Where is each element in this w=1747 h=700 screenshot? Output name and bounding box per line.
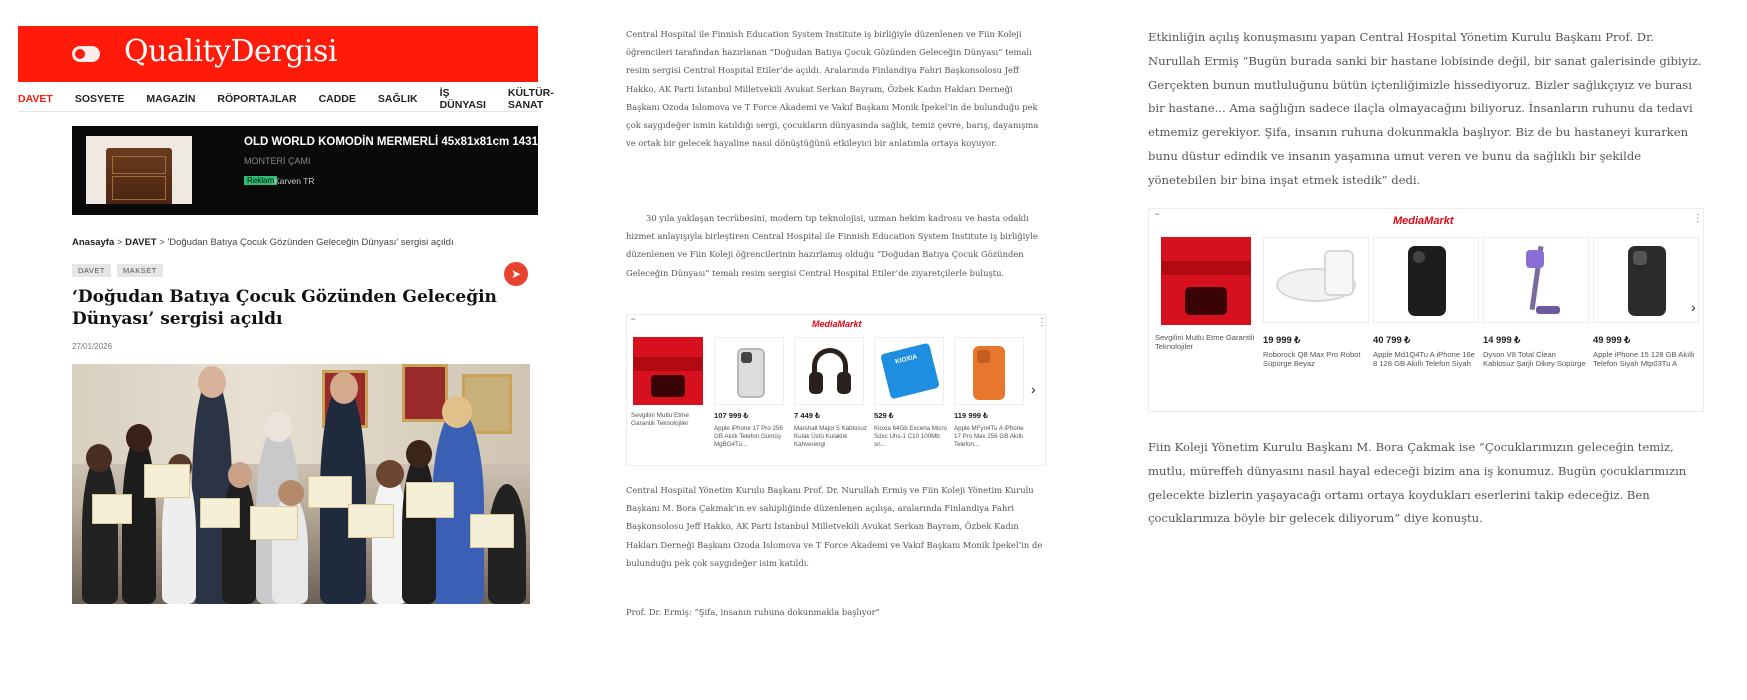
- article-paragraph-4: Etkinliğin açılış konuşmasını yapan Central Hospital Yönetim Kurulu Başkanı Prof. Dr. Nurullah Ermiş “Bugün burada sanki bir hastane lobisinde değil, bir sanat galerisinde gibiyiz. Gerçekten bunun mutluluğunu bütün içtenliğimizle hissediyoruz. Bizler sağlıkçıyız ve burası bir hastane... Ama sağlığın sadece ilaçla olmayacağını biliyoruz. İnsanların ruhunu da tedavi etmemiz gerekiyor. Şifa, insanın ruhuna dokunmakla başlıyor. Biz de bu hastaneyi kurarken bunu düstur edindik ve insanın yaşamına umut veren ve bunu da sağlıklı bir şekilde yönetebilen bir bina inşat etmek istedik” dedi.: [1148, 30, 1702, 187]
- mediamarkt-ad-1[interactable]: ▪▪ MediaMarkt ⋮ Sevgilini Mutlu Etme Garantili Teknolojiler 107 999 ₺ Apple iPhone 17 Pro 256 GB Akıllı Telefon Gümüş MgBG4Tu... 7 449 ₺ Marshall Major 5 Kablosuz Kulak Üstü Kulaklık Kahverengi KIOXIA 529 ₺ Kioxia 64Gb Exceria Micro Sdxc Uhs-1 C10 100Mb sn... 119 999 ₺ Apple MFyn4Tu A iPhone 17 Pro Max 256 GB Akıllı Telefon... ›: [626, 314, 1046, 466]
- mediamarkt-logo: MediaMarkt: [1393, 215, 1454, 227]
- product-name: Apple iPhone 17 Pro 256 GB Akıllı Telefon Gümüş MgBG4Tu...: [714, 425, 783, 448]
- ad-badge: Reklam: [244, 176, 277, 185]
- product-price: 19 999 ₺: [1263, 334, 1301, 345]
- article-paragraph-5: Fiin Koleji Yönetim Kurulu Başkanı M. Bora Çakmak ise “Çocuklarımızın geleceğin temiz, mutlu, müreffeh dünyasını nasıl hayal edeceği bizim ana iş konumuz. Bugün çocuklarımızın gelecekte bizlerin yaşayacağı ortamı ortaya koydukları eserlerini takip edeceğiz. Ben çocuklarımıza böyle bir gelecek diliyorum” diye konuştu.: [1148, 440, 1687, 526]
- nav-item-saglik[interactable]: SAĞLIK: [377, 92, 418, 105]
- nav-item-roportajlar[interactable]: RÖPORTAJLAR: [217, 92, 297, 105]
- nav-item-sosyete[interactable]: SOSYETE: [74, 92, 125, 105]
- tag-list: [72, 264, 163, 277]
- iphone-16e-image: [1373, 237, 1479, 323]
- article-paragraph-2: 30 yıla yaklaşan tecrübesini, modern tıp teknolojisi, uzman hekim kadrosu ve hasta odaklı hizmet anlayışıyla birleştiren Central Hospital ile Finnish Education System Institute iş birliğiyle düzenlenen ve Fiin Koleji öğrencilerinin hazırlamış olduğu “Doğudan Batıya Çocuk Gözünden Geleceğin Dünyası” temalı resim sergisi Central Hospital Etiler’de ziyaretçilerle buluştu.: [626, 213, 1038, 278]
- breadcrumb-home[interactable]: Anasayfa: [72, 237, 115, 248]
- article-title: ‘Doğudan Batıya Çocuk Gözünden Geleceğin Dünyası’ sergisi açıldı: [72, 287, 497, 329]
- product-price: 107 999 ₺: [714, 411, 749, 420]
- product-name: Apple MFyn4Tu A iPhone 17 Pro Max 256 GB Akıllı Telefon...: [954, 425, 1024, 448]
- product-price: 40 799 ₺: [1373, 334, 1411, 345]
- article-paragraph-1: Central Hospital ile Finnish Education System Institute iş birliğiyle düzenlenen ve Fiin Koleji öğrencileri tarafından hazırlanan “Doğudan Batıya Çocuk Gözünden Geleceğin Dünyası” temalı resim sergisi Central Hospital Etiler’de açıldı. Aralarında Finlandiya Fahri Başkonsolosu Jeff Hakko, AK Parti İstanbul Milletvekili Avukat Serkan Bayram, Özbek Kadın Hakları Derneği Başkanı Ozoda Islomova ve T Force Akademi ve Vakıf Başkanı Monik İpekel’in de bulunduğu pek çok saygıdeğer ismin katıldığı sergi, çocukların dünyasında sağlık, temiz çevre, barış, dayanışma ve ortak bir gelecek hayaline nasıl dönüştüğünü etkileyici bir anlatımla ortaya koyuyor.: [626, 29, 1039, 149]
- promo-image[interactable]: [1161, 237, 1251, 325]
- product-price: 14 999 ₺: [1483, 334, 1521, 345]
- product-name: Marshall Major 5 Kablosuz Kulak Üstü Kulaklık Kahverengi: [794, 425, 867, 448]
- more-options-icon[interactable]: ⋮: [1037, 317, 1047, 328]
- iphone-15-image: [1593, 237, 1699, 323]
- product-name: Apple Md1Q4Tu A iPhone 16e 8 128 GB Akıllı Telefon Siyah: [1373, 350, 1475, 369]
- carousel-next-icon[interactable]: ›: [1031, 381, 1036, 397]
- promo-label[interactable]: Sevgilini Mutlu Etme Garantili Teknolojiler: [631, 412, 689, 427]
- iphone-pro-max-image: [954, 337, 1024, 405]
- article-subheading: Prof. Dr. Ermiş: “Şifa, insanın ruhuna dokunmakla başlıyor”: [626, 607, 880, 617]
- article-date: 27/01/2026: [72, 342, 113, 351]
- sd-card-image: [874, 337, 944, 405]
- breadcrumb-current: 'Doğudan Batıya Çocuk Gözünden Geleceğin Dünyası' sergisi açıldı: [167, 237, 454, 248]
- product-name: Dyson V8 Total Clean Kablosuz Şarjlı Dikey Süpürge: [1483, 350, 1586, 369]
- article-column-1: [18, 0, 561, 700]
- tag-davet[interactable]: DAVET: [72, 264, 111, 277]
- breadcrumb-section[interactable]: DAVET: [125, 237, 157, 248]
- promo-label[interactable]: Sevgilini Mutlu Etme Garantili Teknolojiler: [1155, 333, 1255, 352]
- carousel-next-icon[interactable]: ›: [1691, 299, 1696, 315]
- more-options-icon[interactable]: ⋮: [1693, 213, 1703, 224]
- furniture-ad-banner[interactable]: [72, 126, 561, 215]
- headphones-image: [794, 337, 864, 405]
- product-name: Roborock Q8 Max Pro Robot Süpürge Beyaz: [1263, 350, 1361, 369]
- share-icon[interactable]: ➤: [504, 262, 528, 286]
- nav-item-magazin[interactable]: MAGAZİN: [146, 92, 196, 105]
- nav-item-cadde[interactable]: CADDE: [318, 92, 356, 105]
- site-header: [18, 26, 538, 82]
- cabinet-image: [86, 136, 192, 204]
- ad-title[interactable]: OLD WORLD KOMODİN MERMERLİ 45x81x81cm 143142-2: [244, 136, 561, 148]
- promo-image[interactable]: [633, 337, 703, 405]
- product-price: 7 449 ₺: [794, 411, 820, 420]
- stick-vacuum-image: [1483, 237, 1589, 323]
- article-paragraph-3: Central Hospital Yönetim Kurulu Başkanı Prof. Dr. Nurullah Ermiş ve Fiin Koleji Yönetim Kurulu Başkanı M. Bora Çakmak’ın ev sahipliğinde düzenlenen açılışa, aralarında Finlandiya Fahri Başkonsolosu Jeff Hakko, AK Parti İstanbul Milletvekili Avukat Serkan Bayram, Özbek Kadın Hakları Derneği Başkanı Ozoda Islomova ve T Force Akademi ve Vakıf Başkanı Monik İpekel’in de bulunduğu pek çok saygıdeğer isim katıldı.: [626, 485, 1043, 568]
- breadcrumb-separator: >: [159, 237, 165, 248]
- breadcrumb: [72, 237, 454, 248]
- mediamarkt-logo: MediaMarkt: [812, 319, 862, 329]
- nav-item-davet[interactable]: DAVET: [18, 92, 53, 105]
- product-price: 529 ₺: [874, 411, 894, 420]
- main-nav: [18, 86, 554, 112]
- nav-item-kultur-sanat[interactable]: KÜLTÜR-SANAT: [507, 86, 554, 111]
- ad-subtitle: MONTERİ ÇAMI: [244, 156, 311, 166]
- theme-toggle[interactable]: [72, 46, 100, 62]
- breadcrumb-separator: >: [116, 237, 123, 248]
- mediamarkt-ad-2[interactable]: ▪▪ MediaMarkt ⋮ Sevgilini Mutlu Etme Garantili Teknolojiler 19 999 ₺ Roborock Q8 Max Pro Robot Süpürge Beyaz 40 799 ₺ Apple Md1Q4Tu A iPhone 16e 8 128 GB Akıllı Telefon Siyah 14 999 ₺ Dyson V8 Total Clean Kablosuz Şarjlı Dikey Süpürge 49 999 ₺ Apple iPhone 15 128 GB Akıllı Telefon Siyah Mtp03Tu A ›: [1148, 208, 1704, 412]
- sd-card-label: KIOXIA: [894, 353, 918, 366]
- product-name: Apple iPhone 15 128 GB Akıllı Telefon Siyah Mtp03Tu A: [1593, 350, 1695, 369]
- robot-vacuum-image: [1263, 237, 1369, 323]
- product-price: 119 999 ₺: [954, 411, 988, 420]
- product-price: 49 999 ₺: [1593, 334, 1631, 345]
- ad-source: Karven TR: [274, 176, 315, 186]
- iphone-pro-image: [714, 337, 784, 405]
- tag-makset[interactable]: MAKSET: [117, 264, 163, 277]
- event-photo: [72, 364, 530, 604]
- nav-item-is-dunyasi[interactable]: İŞ DÜNYASI: [439, 86, 486, 111]
- product-name: Kioxia 64Gb Exceria Micro Sdxc Uhs-1 C10 100Mb sn...: [874, 425, 947, 448]
- site-logo[interactable]: QualityDergisi: [124, 34, 337, 69]
